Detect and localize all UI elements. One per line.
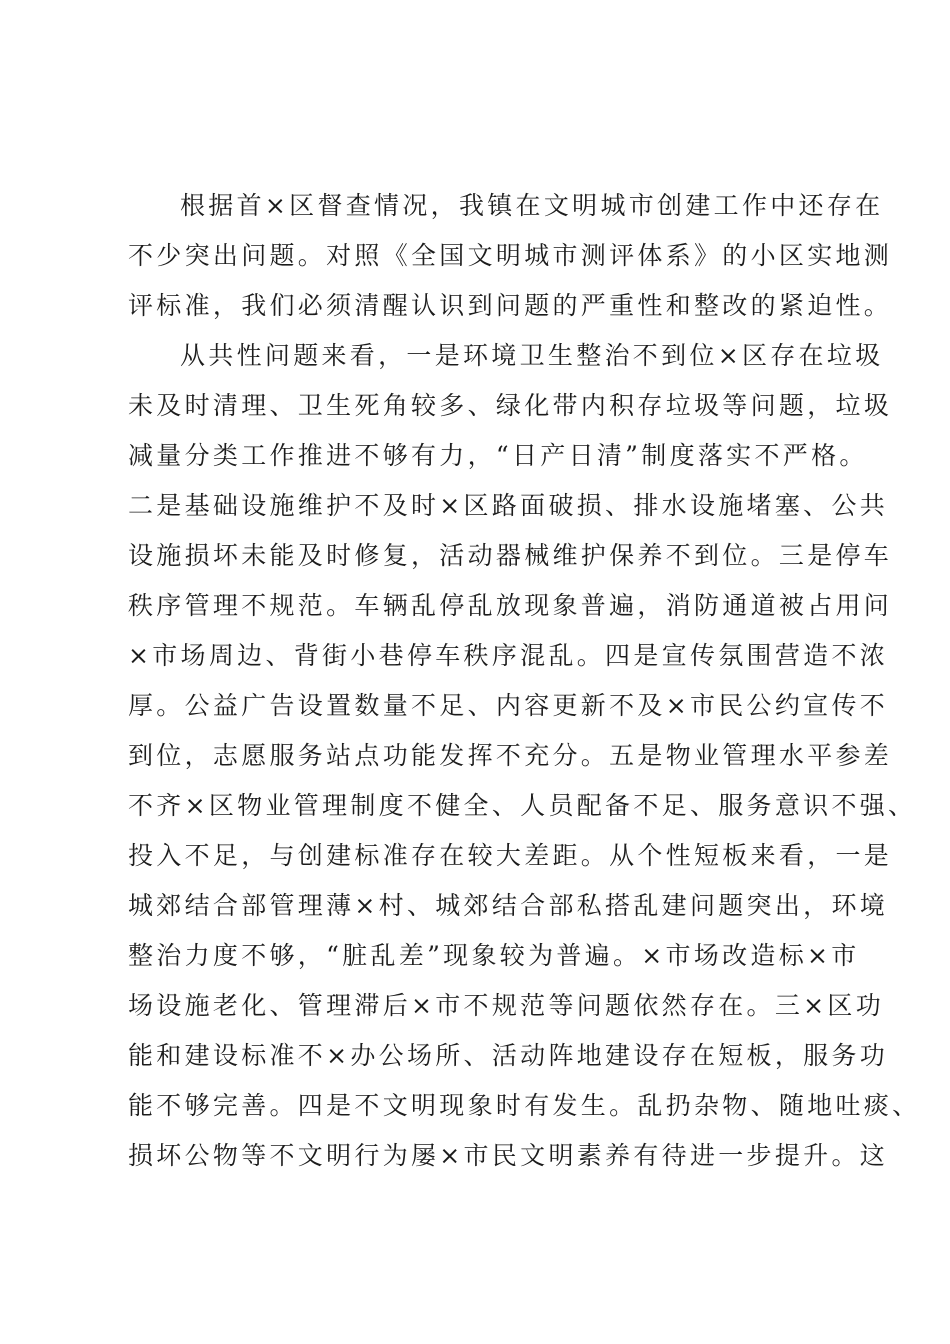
text-line: 从共性问题来看，一是环境卫生整治不到位×区存在垃圾 bbox=[180, 341, 884, 370]
text-line: 能不够完善。四是不文明现象时有发生。乱扔杂物、随地吐痰、 bbox=[128, 1091, 921, 1120]
text-line: 减量分类工作推进不够有力，“日产日清”制度落实不严格。 bbox=[128, 441, 868, 470]
text-line: 未及时清理、卫生死角较多、绿化带内积存垃圾等问题，垃圾 bbox=[128, 391, 893, 420]
text-line: 不齐×区物业管理制度不健全、人员配备不足、服务意识不强、 bbox=[128, 791, 917, 820]
document-body bbox=[128, 181, 921, 1181]
text-line: 损坏公物等不文明行为屡×市民文明素养有待进一步提升。这 bbox=[128, 1141, 889, 1170]
text-line: 能和建设标准不×办公场所、活动阵地建设存在短板，服务功 bbox=[128, 1041, 889, 1070]
text-line: 秩序管理不规范。车辆乱停乱放现象普遍，消防通道被占用问 bbox=[128, 591, 893, 620]
text-line: 场设施老化、管理滞后×市不规范等问题依然存在。三×区功 bbox=[128, 991, 884, 1020]
text-line: 厚。公益广告设置数量不足、内容更新不及×市民公约宣传不 bbox=[128, 691, 889, 720]
text-line: 不少突出问题。对照《全国文明城市测评体系》的小区实地测 bbox=[128, 241, 893, 270]
text-line: 设施损坏未能及时修复，活动器械维护保养不到位。三是停车 bbox=[128, 541, 893, 570]
text-line: ×市场周边、背街小巷停车秩序混乱。四是宣传氛围营造不浓 bbox=[128, 641, 889, 670]
text-line: 二是基础设施维护不及时×区路面破损、排水设施堵塞、公共 bbox=[128, 491, 889, 520]
text-line: 城郊结合部管理薄×村、城郊结合部私搭乱建问题突出，环境 bbox=[128, 891, 889, 920]
text-line: 整治力度不够，“脏乱差”现象较为普遍。×市场改造标×市 bbox=[128, 941, 860, 970]
text-line: 根据首×区督查情况，我镇在文明城市创建工作中还存在 bbox=[180, 191, 884, 220]
text-line: 评标准，我们必须清醒认识到问题的严重性和整改的紧迫性。 bbox=[128, 291, 893, 320]
text-line: 到位，志愿服务站点功能发挥不充分。五是物业管理水平参差 bbox=[128, 741, 893, 770]
text-line: 投入不足，与创建标准存在较大差距。从个性短板来看，一是 bbox=[128, 841, 893, 870]
